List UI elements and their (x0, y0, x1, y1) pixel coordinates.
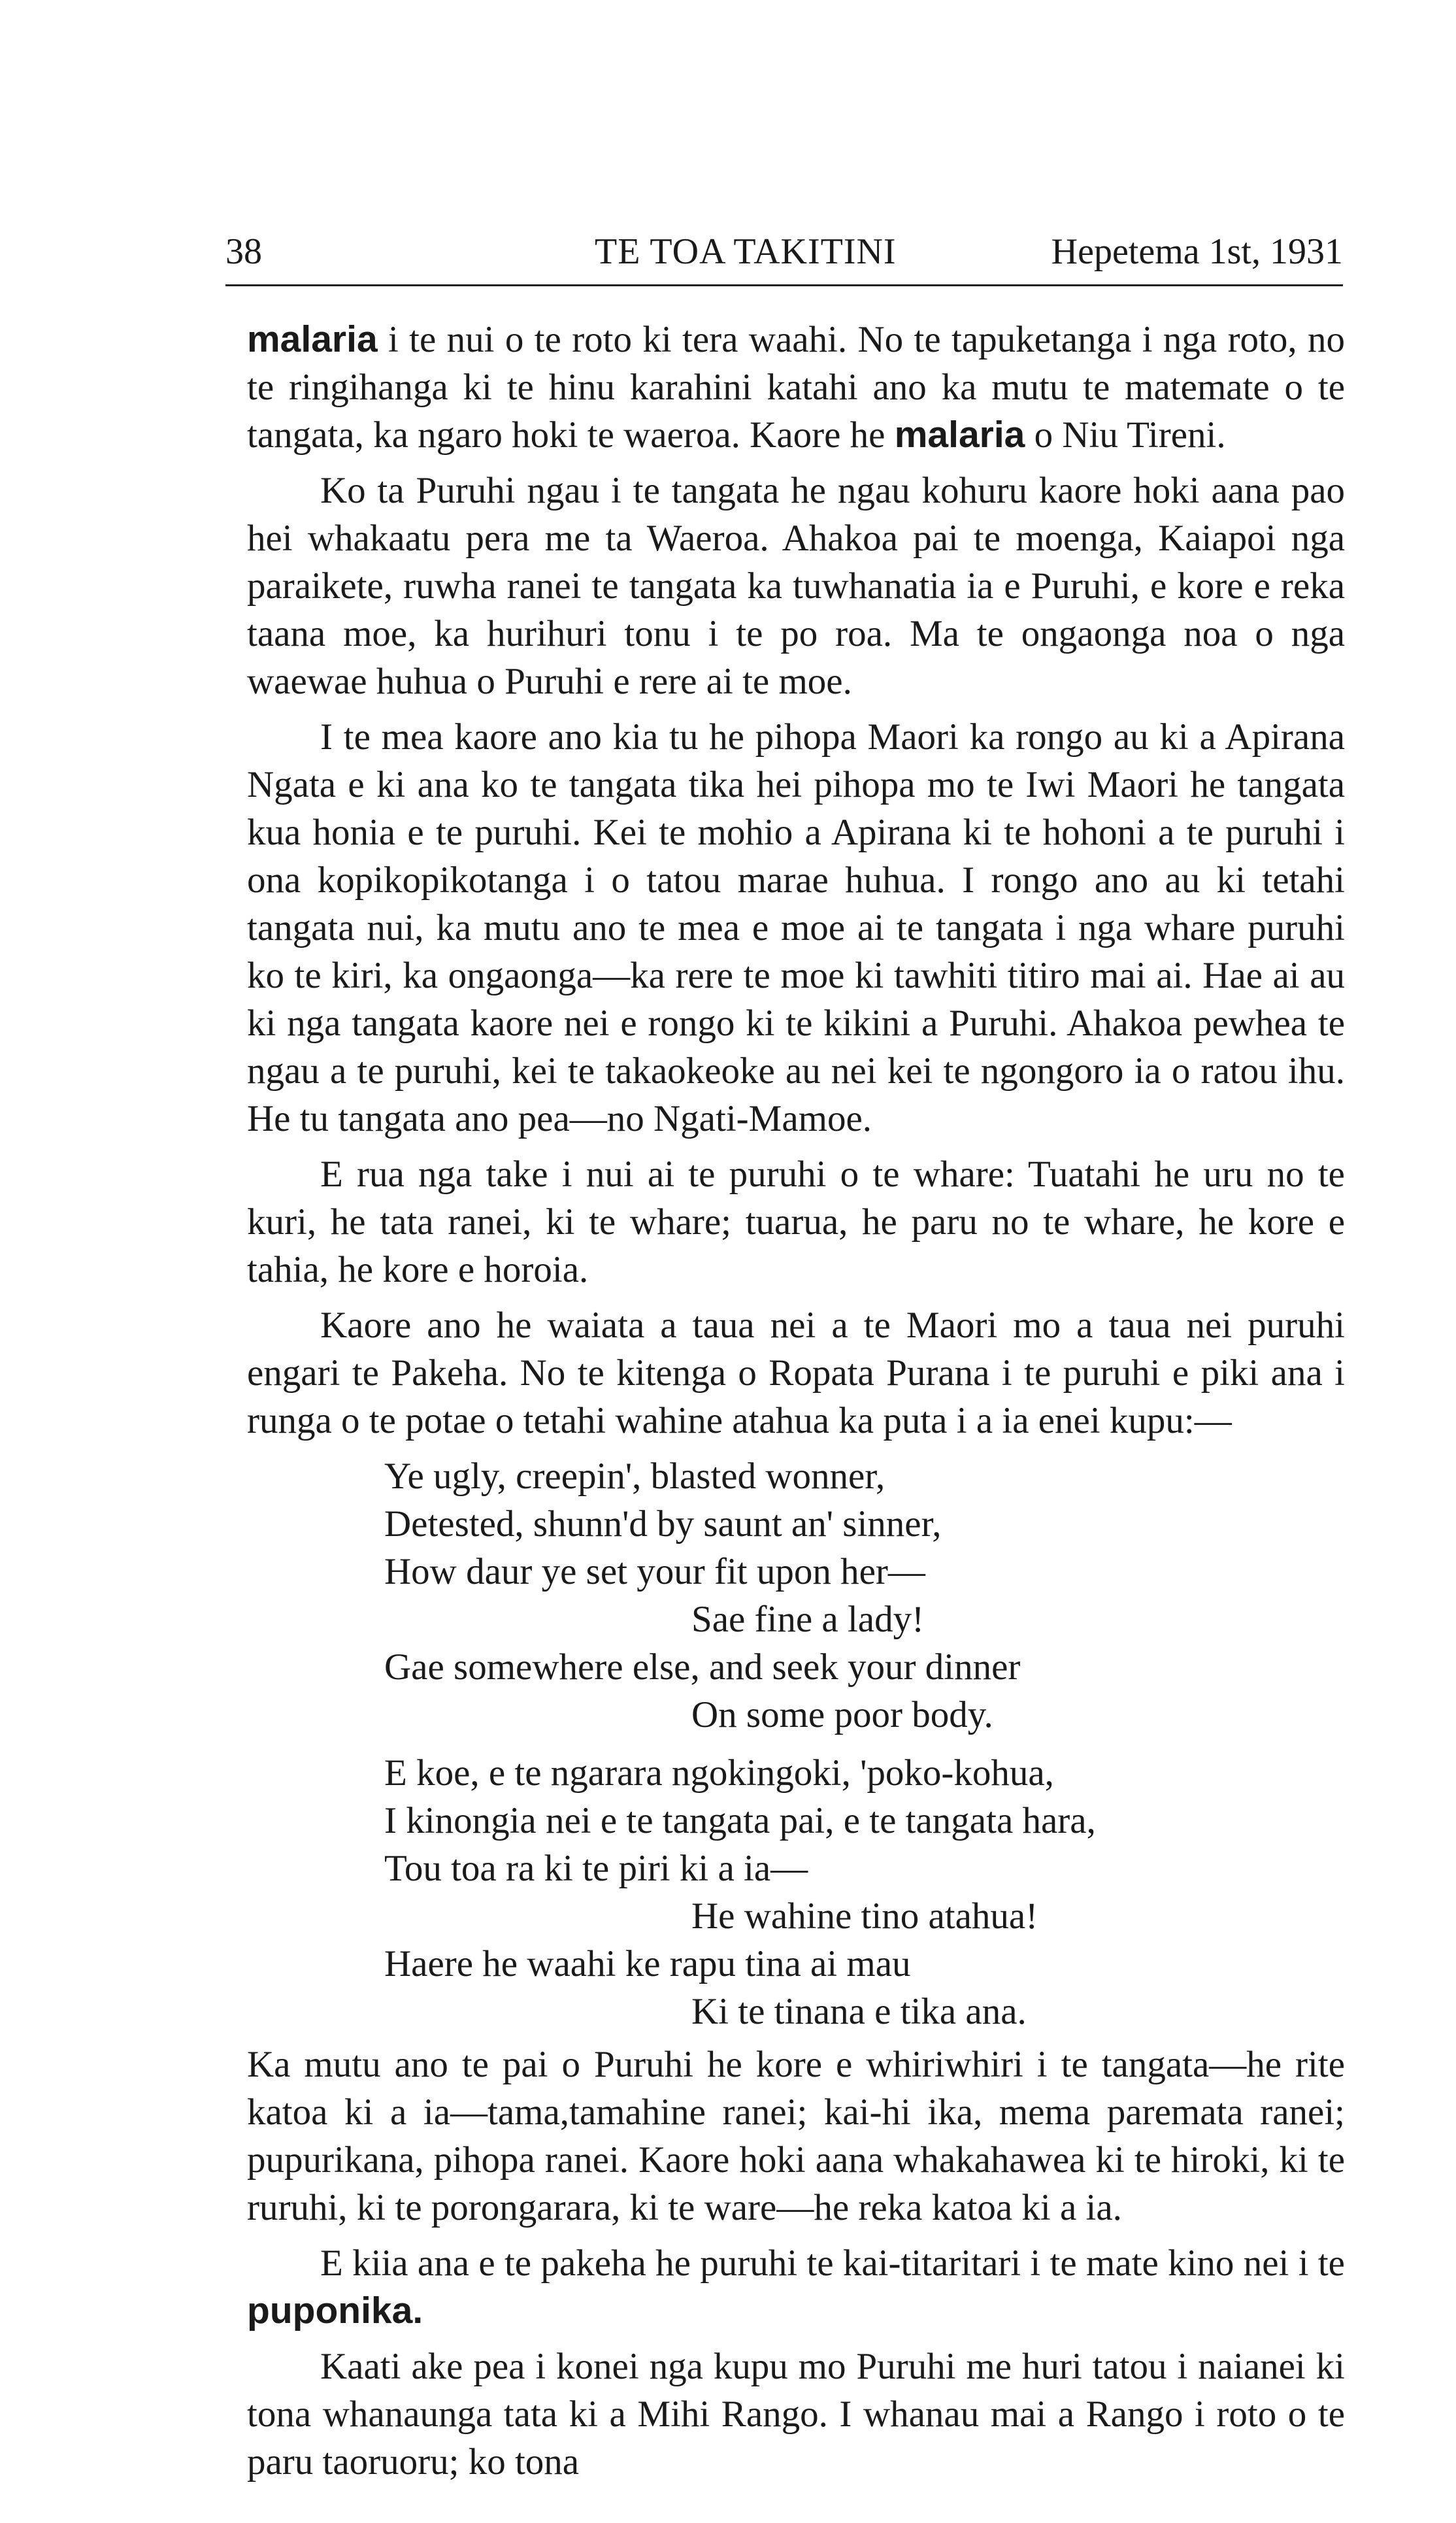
paragraph-text: Kaore ano he waiata a taua nei a te Maori mo a taua nei puruhi engari te Pakeha. No te kitenga o Ropata Purana i te puruhi e piki ana i runga o te potae o tetahi wahine atahua ka puta i a ia enei kupu:— (247, 1305, 1345, 1441)
paragraph-text: Ko ta Puruhi ngau i te tangata he ngau kohuru kaore hoki aana pao hei whakaatu pera me ta Waeroa. Ahakoa pai te moenga, Kaiapoi nga paraikete, ruwha ranei te tangata ka tuwhanatia ia e Puruhi, e kore e reka taana moe, ka hurihuri tonu i te po roa. Ma te ongaonga noa o nga waewae huhua o Puruhi e rere ai te moe. (247, 470, 1345, 702)
paragraph-text: E rua nga take i nui ai te puruhi o te whare: Tuatahi he uru no te kuri, he tata ranei, ki te whare; tuarua, he paru no te whare, he kore e tahia, he kore e horoia. (247, 1154, 1345, 1290)
paragraph-text: i te nui o te roto ki tera waahi. No te tapuketanga i nga roto, no te ringihanga ki te hinu karahini katahi ano ka mutu te matemate o te tangata, ka ngaro hoki te waeroa. Kaore he (247, 319, 1345, 456)
paragraph-p1 (247, 316, 1345, 459)
poem-line: Ki te tinana e tika ana. (691, 1991, 1027, 2032)
poem-line: Haere he waahi ke rapu tina ai mau (384, 1943, 911, 1984)
paragraph-p3 (247, 713, 1345, 1143)
paragraph-p4 (247, 1150, 1345, 1294)
poem-line: I kinongia nei e te tangata pai, e te tangata hara, (384, 1800, 1096, 1841)
article-body (247, 316, 1345, 2486)
poem-line: He wahine tino atahua! (691, 1896, 1038, 1937)
quoted-poem (384, 1452, 1345, 2035)
paragraph-text: Ka mutu ano te pai o Puruhi he kore e whiriwhiri i te tangata—he rite katoa ki a ia—tama,tamahine ranei; kai-hi ika, mema paremata ranei; pupurikana, pihopa ranei. Kaore hoki aana whakahawea ki te hiroki, ki te ruruhi, ki te porongarara, ki te ware—he reka katoa ki a ia. (247, 2044, 1345, 2228)
bold-term: malaria (247, 318, 378, 360)
paragraph-p7 (247, 2239, 1345, 2335)
poem-stanza (384, 1452, 1345, 1739)
paragraph-text: o Niu Tireni. (1025, 414, 1226, 456)
poem-line: Ye ugly, creepin', blasted wonner, (384, 1456, 885, 1497)
paragraph-p8 (247, 2343, 1345, 2486)
poem-line: Sae fine a lady! (691, 1599, 925, 1640)
paragraph-text: E kiia ana e te pakeha he puruhi te kai-titaritari i te mate kino nei i te (320, 2243, 1345, 2284)
poem-line: Gae somewhere else, and seek your dinner (384, 1646, 1021, 1688)
poem-stanza (384, 1749, 1345, 2035)
paragraphs-after-poem (247, 2041, 1345, 2486)
publication-title: TE TOA TAKITINI (595, 231, 897, 272)
poem-line: Tou toa ra ki te piri ki a ia— (384, 1848, 808, 1889)
paragraph-p5 (247, 1301, 1345, 1445)
paragraphs-before-poem (247, 316, 1345, 1445)
running-header (225, 226, 1343, 286)
paragraph-p6 (247, 2041, 1345, 2231)
paragraph-p2 (247, 467, 1345, 705)
issue-date: Hepetema 1st, 1931 (1051, 231, 1343, 272)
bold-term: puponika. (247, 2290, 423, 2331)
poem-line: E koe, e te ngarara ngokingoki, 'poko-kohua, (384, 1752, 1054, 1794)
poem-line: How daur ye set your fit upon her— (384, 1551, 925, 1592)
poem-line: Detested, shunn'd by saunt an' sinner, (384, 1503, 942, 1545)
page-number: 38 (225, 231, 262, 272)
paragraph-text: I te mea kaore ano kia tu he pihopa Maori ka rongo au ki a Apirana Ngata e ki ana ko te tangata tika hei pihopa mo te Iwi Maori he tangata kua honia e te puruhi. Kei te mohio a Apirana ki te hohoni a te puruhi i ona kopikopikotanga i o tatou marae huhua. I rongo ano au ki tetahi tangata nui, ka mutu ano te mea e moe ai te tangata i nga whare puruhi ko te kiri, ka ongaonga—ka rere te moe ki tawhiti titiro mai ai. Hae ai au ki nga tangata kaore nei e rongo ki te kikini a Puruhi. Ahakoa pewhea te ngau a te puruhi, kei te takaokeoke au nei kei te ngongoro ia o ratou ihu. He tu tangata ano pea—no Ngati-Mamoe. (247, 716, 1345, 1139)
bold-term: malaria (894, 414, 1025, 456)
poem-line: On some poor body. (691, 1694, 993, 1735)
paragraph-text: Kaati ake pea i konei nga kupu mo Puruhi me huri tatou i naianei ki tona whanaunga tata ki a Mihi Rango. I whanau mai a Rango i roto o te paru taoruoru; ko tona (247, 2346, 1345, 2482)
